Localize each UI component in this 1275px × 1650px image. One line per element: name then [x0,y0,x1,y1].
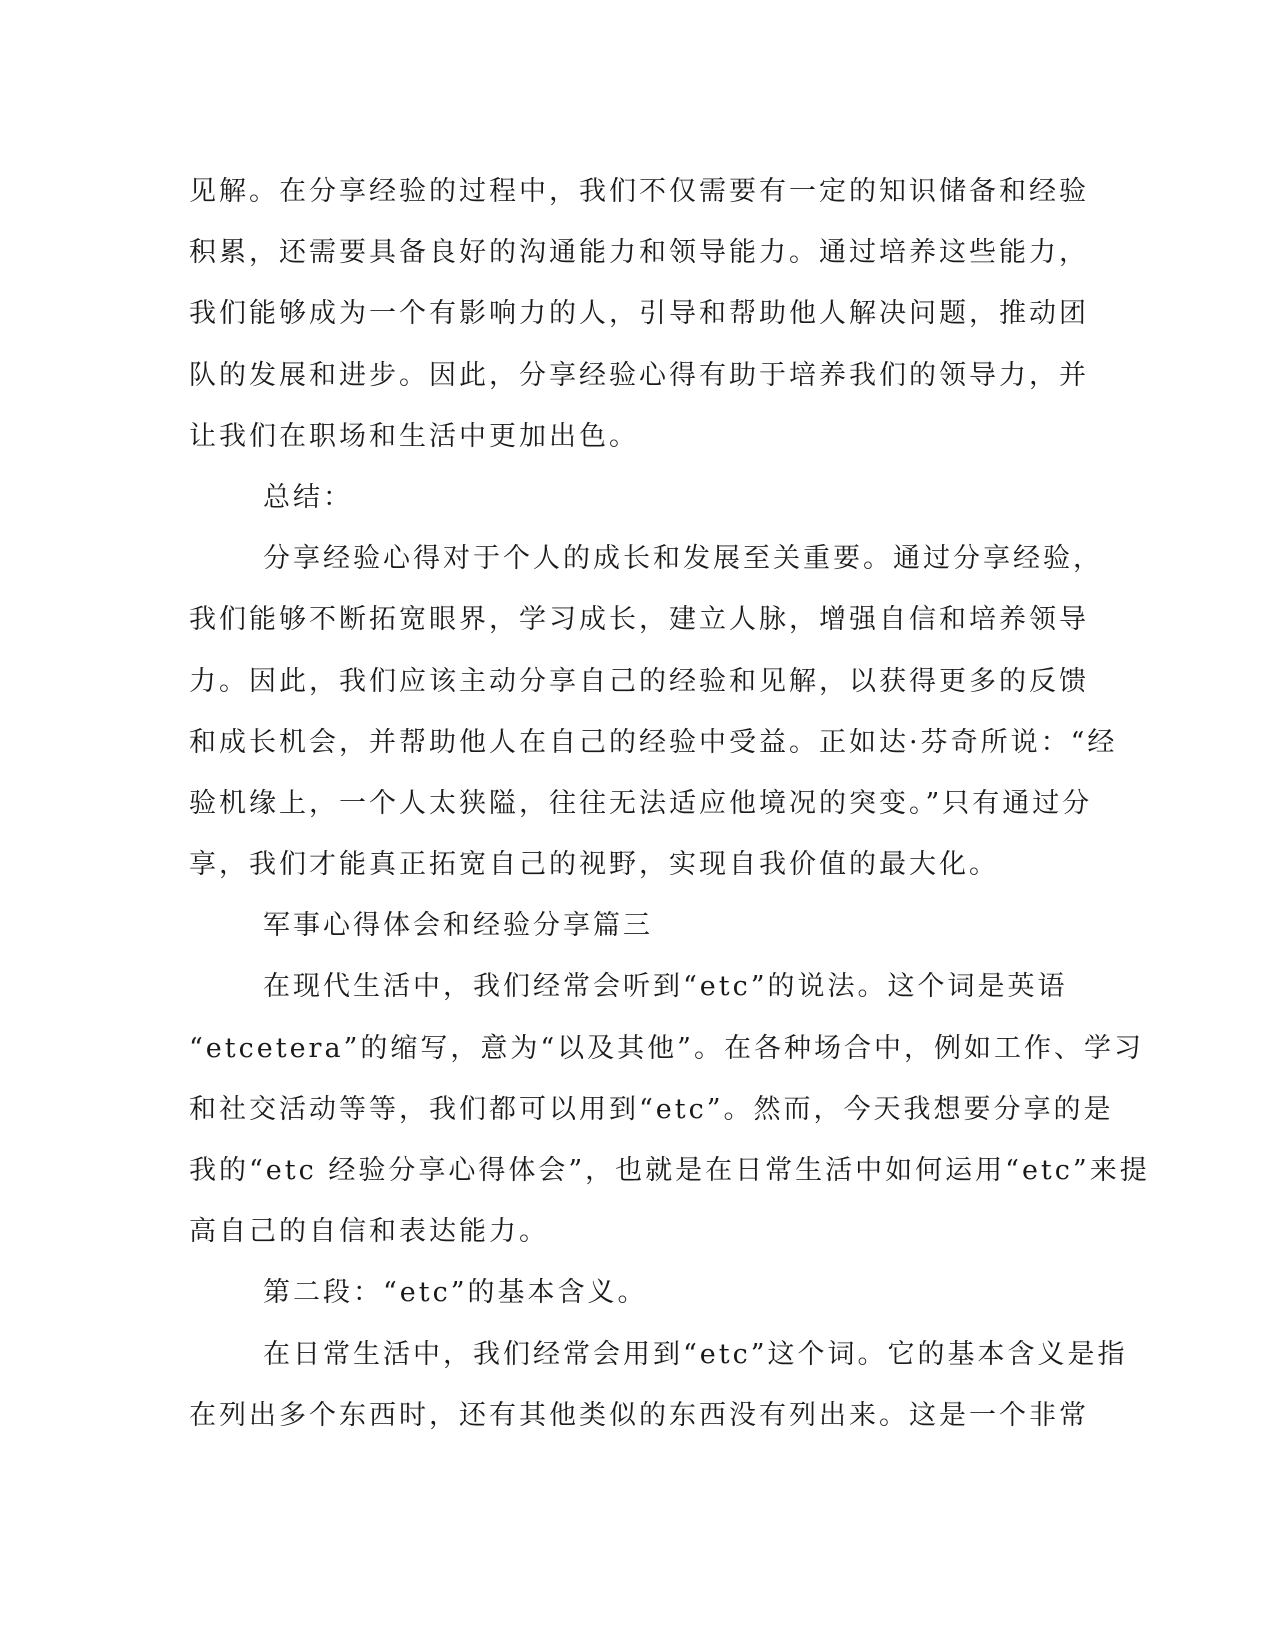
section-heading: 第二段：“etc”的基本含义。 [263,1277,648,1309]
section-heading: 军事心得体会和经验分享篇三 [263,910,653,942]
text-line: 力。因此，我们应该主动分享自己的经验和见解，以获得更多的反馈 [189,665,1089,697]
text-line: “etcetera”的缩写，意为“以及其他”。在各种场合中，例如工作、学习 [189,1032,1144,1064]
text-line: 队的发展和进步。因此，分享经验心得有助于培养我们的领导力，并 [189,359,1089,391]
text-line: 和成长机会，并帮助他人在自己的经验中受益。正如达·芬奇所说：“经 [189,726,1118,758]
text-line: 享，我们才能真正拓宽自己的视野，实现自我价值的最大化。 [189,849,999,881]
text-line: 见解。在分享经验的过程中，我们不仅需要有一定的知识储备和经验 [189,176,1089,207]
text-line: 在现代生活中，我们经常会听到“etc”的说法。这个词是英语 [263,971,1068,1003]
text-line: 验机缘上，一个人太狭隘，往往无法适应他境况的突变。”只有通过分 [189,787,1093,819]
text-line: 和社交活动等等，我们都可以用到“etc”。然而，今天我想要分享的是 [189,1093,1114,1125]
section-heading: 总结： [263,481,353,513]
text-line: 让我们在职场和生活中更加出色。 [189,420,639,452]
text-line: 在列出多个东西时，还有其他类似的东西没有列出来。这是一个非常 [189,1399,1089,1431]
text-line: 我们能够不断拓宽眼界，学习成长，建立人脉，增强自信和培养领导 [189,604,1089,636]
text-line: 在日常生活中，我们经常会用到“etc”这个词。它的基本含义是指 [263,1338,1128,1370]
text-line: 我们能够成为一个有影响力的人，引导和帮助他人解决问题，推动团 [189,298,1089,330]
text-line: 我的“etc 经验分享心得体会”，也就是在日常生活中如何运用“etc”来提 [189,1155,1150,1186]
text-line: 积累，还需要具备良好的沟通能力和领导能力。通过培养这些能力， [189,237,1089,269]
text-line: 分享经验心得对于个人的成长和发展至关重要。通过分享经验， [263,543,1103,575]
text-line: 高自己的自信和表达能力。 [189,1216,549,1248]
body-text [189,161,1150,1446]
